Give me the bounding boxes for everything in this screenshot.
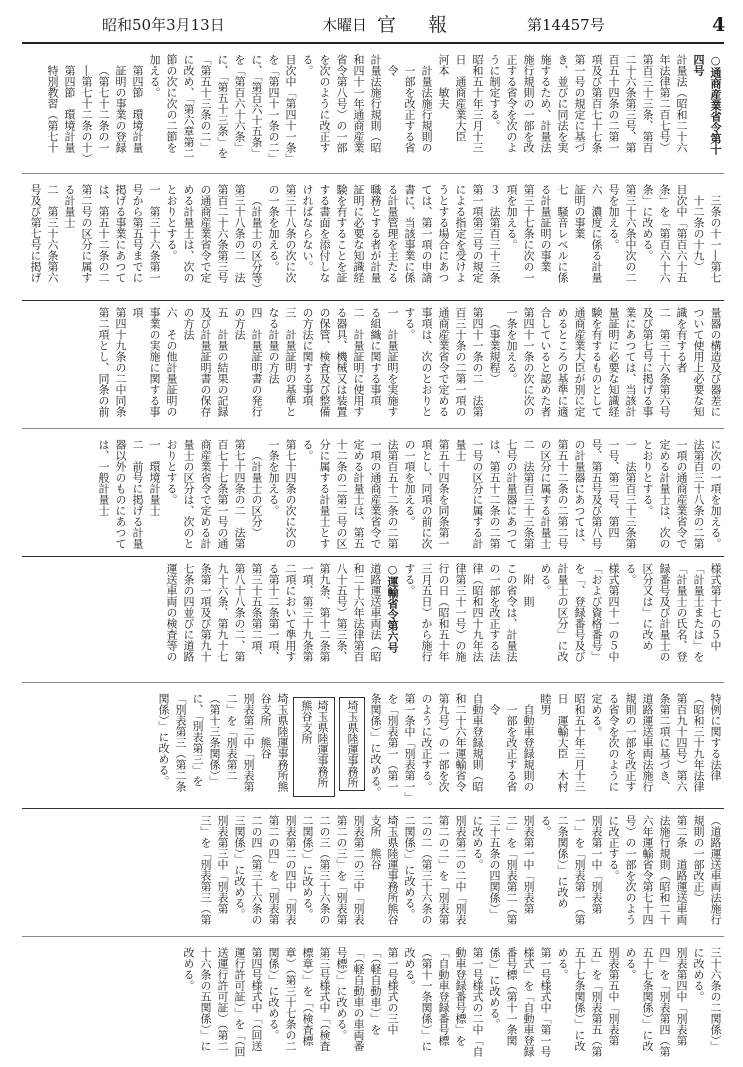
issue-number: 第14457号 — [527, 16, 605, 34]
paragraph: 埼玉県陸運事務所熊谷支所 熊谷 — [259, 693, 289, 792]
paragraph: 埼玉県陸運事務所熊谷支所 熊谷 — [369, 815, 399, 925]
paragraph: 様式第十七の５中「計量士または」を「計量士の氏名、登録番号及び計量士の区分又は」に改める。 — [624, 563, 722, 662]
text-band-1 — [22, 48, 724, 296]
paragraph: この省令は、計量法の一部を改正する法律（昭和四十九年法律第三十一号）の施行の日（昭和五十年三月五日）から施行する。 — [403, 563, 518, 662]
paragraph: （道路運送車両法施行規則の一部改正） — [692, 815, 722, 925]
paragraph: 第三十七条に次の一項を加える。 — [505, 184, 535, 283]
paragraph: （計量士の区分） — [250, 450, 263, 538]
paragraph: （事業規程） — [488, 318, 501, 384]
paragraph: 法第百五十二条の二第一項の通商産業省令で定める計量士は、第五十二条の二第二号の区分に属する計量士とする。 — [301, 439, 399, 549]
paragraph: 別表第三中「別表第三」を「別表第三（第三十六条の二関係）」に改める。 — [199, 815, 722, 1052]
paragraph: 昭和五十年三月十三日 通商産業大臣 河本 敏夫 — [437, 54, 484, 153]
paragraph: 四 計量証明書の発行の方法 — [233, 307, 263, 417]
paragraph: 目次中「第百六十五条」を「第百六十六条」に改める。 — [641, 184, 688, 283]
office-table-a: 埼玉県陸運事務所 — [339, 697, 365, 791]
paragraph: 第三十八条の次に次の一条を加える。 — [267, 184, 297, 283]
band-2-text — [22, 307, 724, 549]
paragraph: 二 前号に掲げる計量器以外のものにあつては、一般計量士 — [97, 439, 144, 549]
publication-date: 昭和50年3月13日 — [102, 16, 225, 34]
paragraph: 法第百三十八条の二第一項の通商産業省令で定める計量士は、次のとおりとする。 — [641, 439, 705, 549]
paragraph: （計量士の区分等） — [250, 195, 263, 294]
text-band-2 — [22, 300, 724, 553]
paragraph: 別表第五中「別表第五」を「別表第五（第五十七条関係）」に改める。 — [556, 947, 620, 1057]
paragraph: 六 その他計量証明の事業の実施に関する事項 — [131, 307, 178, 417]
paragraph: 附 則 — [522, 574, 535, 607]
paragraph: 計量法施行規則（昭和四十一年通商産業省令第八号）の一部を次のように改正する。 — [301, 54, 382, 153]
paragraph: 第四十一条の次に次の一条を加える。 — [505, 307, 535, 417]
paragraph: 一 計量証明を実施する組織に関する事項 — [369, 307, 399, 417]
paragraph: 第三十六条中次の二号を加える。 — [607, 184, 637, 283]
band-3-text — [22, 563, 724, 801]
paragraph: 別表第二中「別表第二」を「別表第二（第十三条関係）」に、「別表第三」を「別表第三（第二条関係）」に改める。 — [157, 693, 255, 792]
paragraph: 量器の構造及び器差について使用上必要な知識を有する者 — [675, 307, 722, 417]
paragraph: 自動車登録規則の一部を改正する省令 — [488, 704, 535, 792]
paragraph: 七 騒音レベルに係る計量証明の事業 — [539, 184, 569, 283]
paragraph: 別表第二の四中「別表第二の四」を「別表第二の四（第三十六条の三関係）」に改める。 — [233, 815, 297, 925]
paragraph: 第二条 道路運送車両法施行規則（昭和二十六年運輸省令第七十四号）の一部を次のように改正する。 — [607, 815, 688, 925]
paragraph: 第七十四条の二 法第百七十七条第一号の通商産業省令で定める計量士の区分は、次のとおりとする。 — [165, 439, 246, 549]
paragraph: 別表第二の二中「別表第二の二」を「別表第二の二（第三十六条の二関係）」に改める。 — [403, 815, 467, 925]
paragraph: 第七十四条の次に次の一条を加える。 — [267, 439, 297, 549]
paragraph: 計量法（昭和二十六年法律第二百七号）第百三十三条、第百二十六条第三号、第百五十四条の二第一項及び第百七十七条第一号の規定に基づき、並びに同法を実施するため、計量法施行規則の一部を改正する省令を次のように制定する。 — [488, 54, 688, 153]
gazette-header — [22, 8, 724, 44]
paragraph: 第三号様式中「（検査標章）」を「（検査標章）（第三十七条の二関係）」に改める。 — [267, 947, 331, 1052]
paragraph: 第一号様式中「第一号様式」を「自動車登録番号標（第十一条関係）」に改める。 — [488, 947, 552, 1057]
text-band-3 — [22, 556, 724, 805]
paragraph: 一 環境計量士 — [148, 439, 161, 516]
paragraph: 第四節 環境計量特別教習（第七十三条の十一―第七十二条の十九） — [46, 65, 722, 283]
paragraph: 二 第三十六条第六号及び第七号に掲げ — [29, 184, 59, 283]
band-4-text — [22, 815, 724, 1057]
paragraph: 三 計量証明の基準となる計量の方法 — [267, 307, 297, 417]
text-band-4 — [22, 808, 724, 1060]
paragraph: 二 計量証明に使用する器具、機械又は装置の保管、検査及び整備の方法に関する事項 — [301, 307, 365, 417]
paragraph: ３ 法第百三十三条第一項第三号の規定による指定を受けようとする場合にあつては、第一項の申請書に、当該事業に係る計量管理を主たる職務とする者が計量証明に必要な知識経験を有することを証する書面を添付しなければならない。 — [301, 184, 501, 283]
paragraph: 第一号様式の二中「自動車登録番号標」を「自動車登録番号標（第十一条関係）」に改める。 — [403, 947, 484, 1057]
paragraph: 第一条中「別表第一」を「別表第一（第一条関係）」に改める。 — [369, 693, 416, 798]
paragraph: 様式第四十一の５中「および資格番号」を「、登録番号及び計量士の区分」に改める。 — [539, 563, 620, 662]
paragraph: 昭和五十年三月十三日 運輸大臣 木村 睦男 — [539, 693, 586, 803]
paragraph: 第五十四条を同条第一項とし、同項の前に次の一項を加える。 — [403, 439, 450, 549]
paragraph: 別表第一中「別表第一」を「別表第一（第二条関係）」に改める。 — [539, 815, 603, 925]
paragraph: 第一号様式の三中「（軽自動車）」を「（軽自動車の車両番号標）」に改める。 — [335, 947, 399, 1052]
ordinance-title: ○運輸省令第六号 — [386, 563, 399, 653]
paragraph: 一 第三十六条第一号から第五号までに掲げる事業にあつては、第五十二条の二第二号の区分に属する計量士 — [63, 184, 161, 283]
band-1-text — [22, 54, 724, 292]
page-number: 4 — [712, 14, 726, 36]
weekday: 木曜日 — [322, 16, 368, 34]
gazette-body — [22, 48, 724, 1060]
gazette-title: 官報 — [377, 14, 480, 36]
paragraph: 一 法第百三十三条第一号、第二号、第四号、第五号及び第八号の計量器にあつては、第五十二条の二第二号の区分に属する計量士 — [539, 439, 637, 549]
paragraph: 別表第二の三中「別表第二の三」を「別表第二の三（第三十六条の二関係）」に改める。 — [301, 815, 365, 925]
office-table-b: 埼玉県陸運事務所熊谷支所 — [293, 697, 335, 797]
ordinance-title: ○通商産業省令第十四号 — [692, 54, 722, 155]
paragraph: 二 第三十六条第六号及び第七号に掲げる事業にあつては、当該計量証明に必要な知識経験を有するものとして通商産業大臣が別に定めるところの基準に適合していると認めた者 — [539, 307, 671, 417]
paragraph: 計量法施行規則の一部を改正する省令 — [386, 65, 433, 153]
paragraph: 第四節 環境計量証明の事業の登録（第七十二条の一―第七十二条の十） — [80, 65, 144, 164]
paragraph: 自動車登録規則（昭和二十六年運輸省令第九号）の一部を次のように改正する。 — [420, 693, 484, 792]
paragraph: 道路運送車両法（昭和二十六年法律第百八十五号）第三条、第九条、第十二条第一項、第三十九条第二項において準用する第十二条第一項、第三十五条第二項、第八十八条の二、第九十六条、第九十七条第一項及び第九十七条の四並びに道路運送車両の検査等の特例に関する法律（昭和三十九年法律第百九十四号）第六条第二項に基づき、道路運送車両法施行規則の一部を改正する省令を次のように定める。 — [165, 563, 722, 792]
paragraph: 六 濃度に係る計量証明の事業 — [573, 184, 603, 283]
paragraph: 二 法第百三十三条第七号の計量器にあつては、第五十二条の二第一号の区分に属する計量士 — [454, 439, 535, 549]
paragraph: 別表第四中「別表第四」を「別表第四（第五十七条関係）」に改める。 — [624, 947, 688, 1057]
paragraph: 第四十九条の二中同条第二項とし、同条の前に次の一項を加える。 — [97, 307, 722, 549]
paragraph: 第三十八条の二 法第百二十六条第三号の通商産業省令で定める計量士は、次のとおりとする。 — [165, 184, 246, 283]
paragraph: 別表第一中「別表第二」を「別表第二（第三十五条の四関係）」に改める。 — [471, 815, 535, 925]
paragraph: 第四号様式中「（回送運行許可証）」を「（回送運行許可証）（第二十六条の五関係）」に改める。 — [182, 947, 263, 1057]
paragraph: 第四十一条の二 法第百三十条の二第一項の通商産業省令で定める事項は、次のとおりとする。 — [403, 307, 484, 417]
paragraph: 五 計量の結果の記録及び計量証明書の保存の方法 — [182, 307, 229, 417]
paragraph: 目次中「第四十一条」を「第四十一条の二」に、「第百六十五条」を「第百六十六条」に、「第五十三条」を「第五十三条の二」に改め、「第六章第二節の次に次の二節を加える。 — [148, 54, 297, 159]
